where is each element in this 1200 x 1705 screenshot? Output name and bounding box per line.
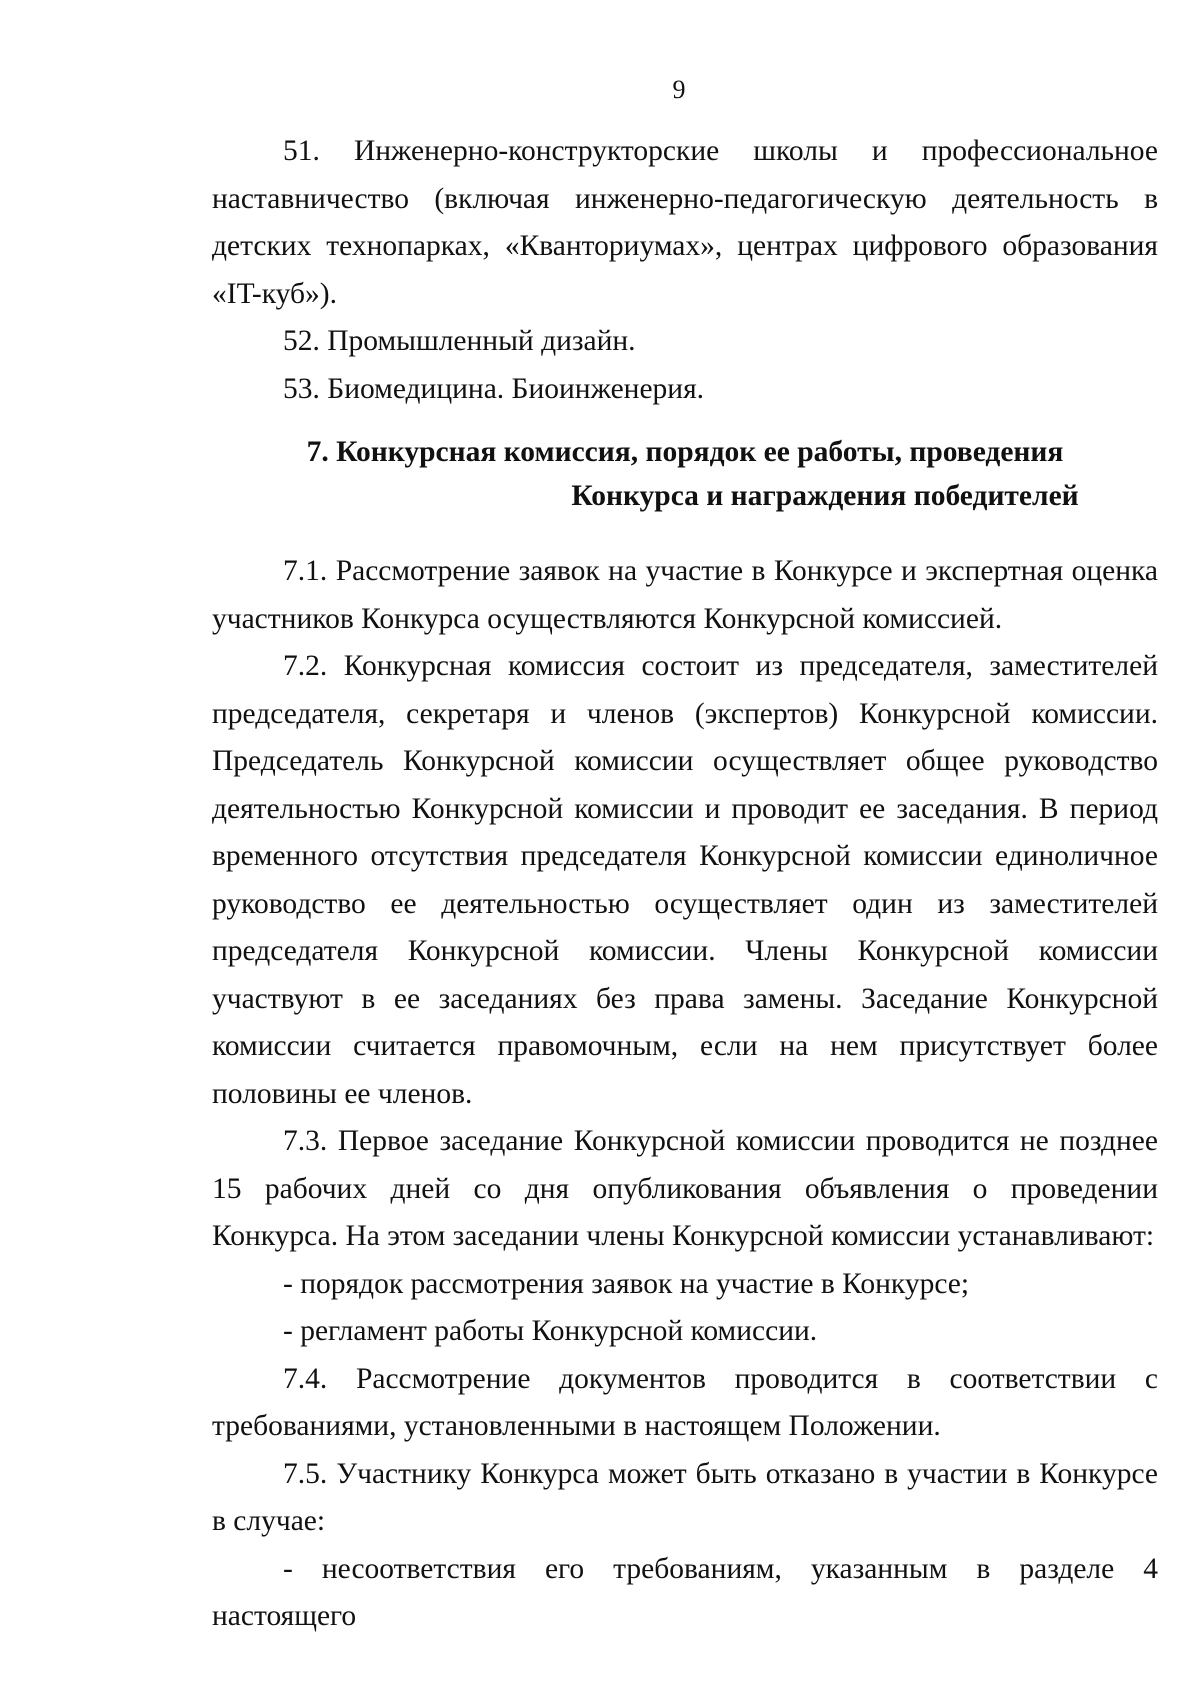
section-heading-line-1: 7. Конкурсная комиссия, порядок ее работы, проведения: [306, 436, 1064, 468]
list-item-53: 53. Биомедицина. Биоинженерия.: [283, 372, 705, 405]
paragraph-7-2: 7.2. Конкурсная комиссия состоит из председателя, заместителей председателя, секретаря и членов (экспертов) Конкурсной комиссии. Председатель Конкурсной комиссии осуществляет общее руководство деятельностью Конкурсной комиссии и проводит ее заседания. В период временного отсутствия председателя Конкурсной комиссии единоличное руководство ее деятельностью осуществляет один из заместителей председателя Конкурсной комиссии. Члены Конкурсной комиссии участвуют в ее заседаниях без права замены. Заседание Конкурсной комиссии считается правомочным, если на нем присутствует более половины ее членов.: [212, 650, 1158, 1110]
paragraph-7-4: 7.4. Рассмотрение документов проводится в соответствии с требованиями, установленными в настоящем Положении.: [212, 1362, 1158, 1442]
bullet-item-noncompliance: - несоответствия его требованиям, указанным в разделе 4 настоящего: [212, 1552, 1158, 1632]
section-heading-line-2: Конкурса и награждения победителей: [571, 480, 1079, 512]
paragraph-7-1: 7.1. Рассмотрение заявок на участие в Конкурсе и экспертная оценка участников Конкурса осуществляются Конкурсной комиссией.: [212, 555, 1158, 635]
bullet-item-review-order: - порядок рассмотрения заявок на участие в Конкурсе;: [283, 1267, 970, 1300]
list-item-52: 52. Промышленный дизайн.: [283, 325, 636, 357]
paragraph-7-5: 7.5. Участнику Конкурса может быть отказано в участии в Конкурсе в случае:: [212, 1457, 1158, 1537]
section-body: [212, 548, 1158, 1641]
bullet-item-regulations: - регламент работы Конкурсной комиссии.: [283, 1315, 818, 1347]
intro-list: [212, 128, 1158, 413]
paragraph-7-3: 7.3. Первое заседание Конкурсной комиссии проводится не позднее 15 рабочих дней со дня опубликования объявления о проведении Конкурса. На этом заседании члены Конкурсной комиссии устанавливают:: [212, 1125, 1158, 1252]
section-heading: [212, 430, 1158, 518]
page-number: 9: [672, 75, 686, 104]
list-item-51: 51. Инженерно-конструкторские школы и профессиональное наставничество (включая инженерно-педагогическую деятельность в детских технопарках, «Кванториумах», центрах цифрового образования «IT-куб»).: [212, 135, 1158, 310]
